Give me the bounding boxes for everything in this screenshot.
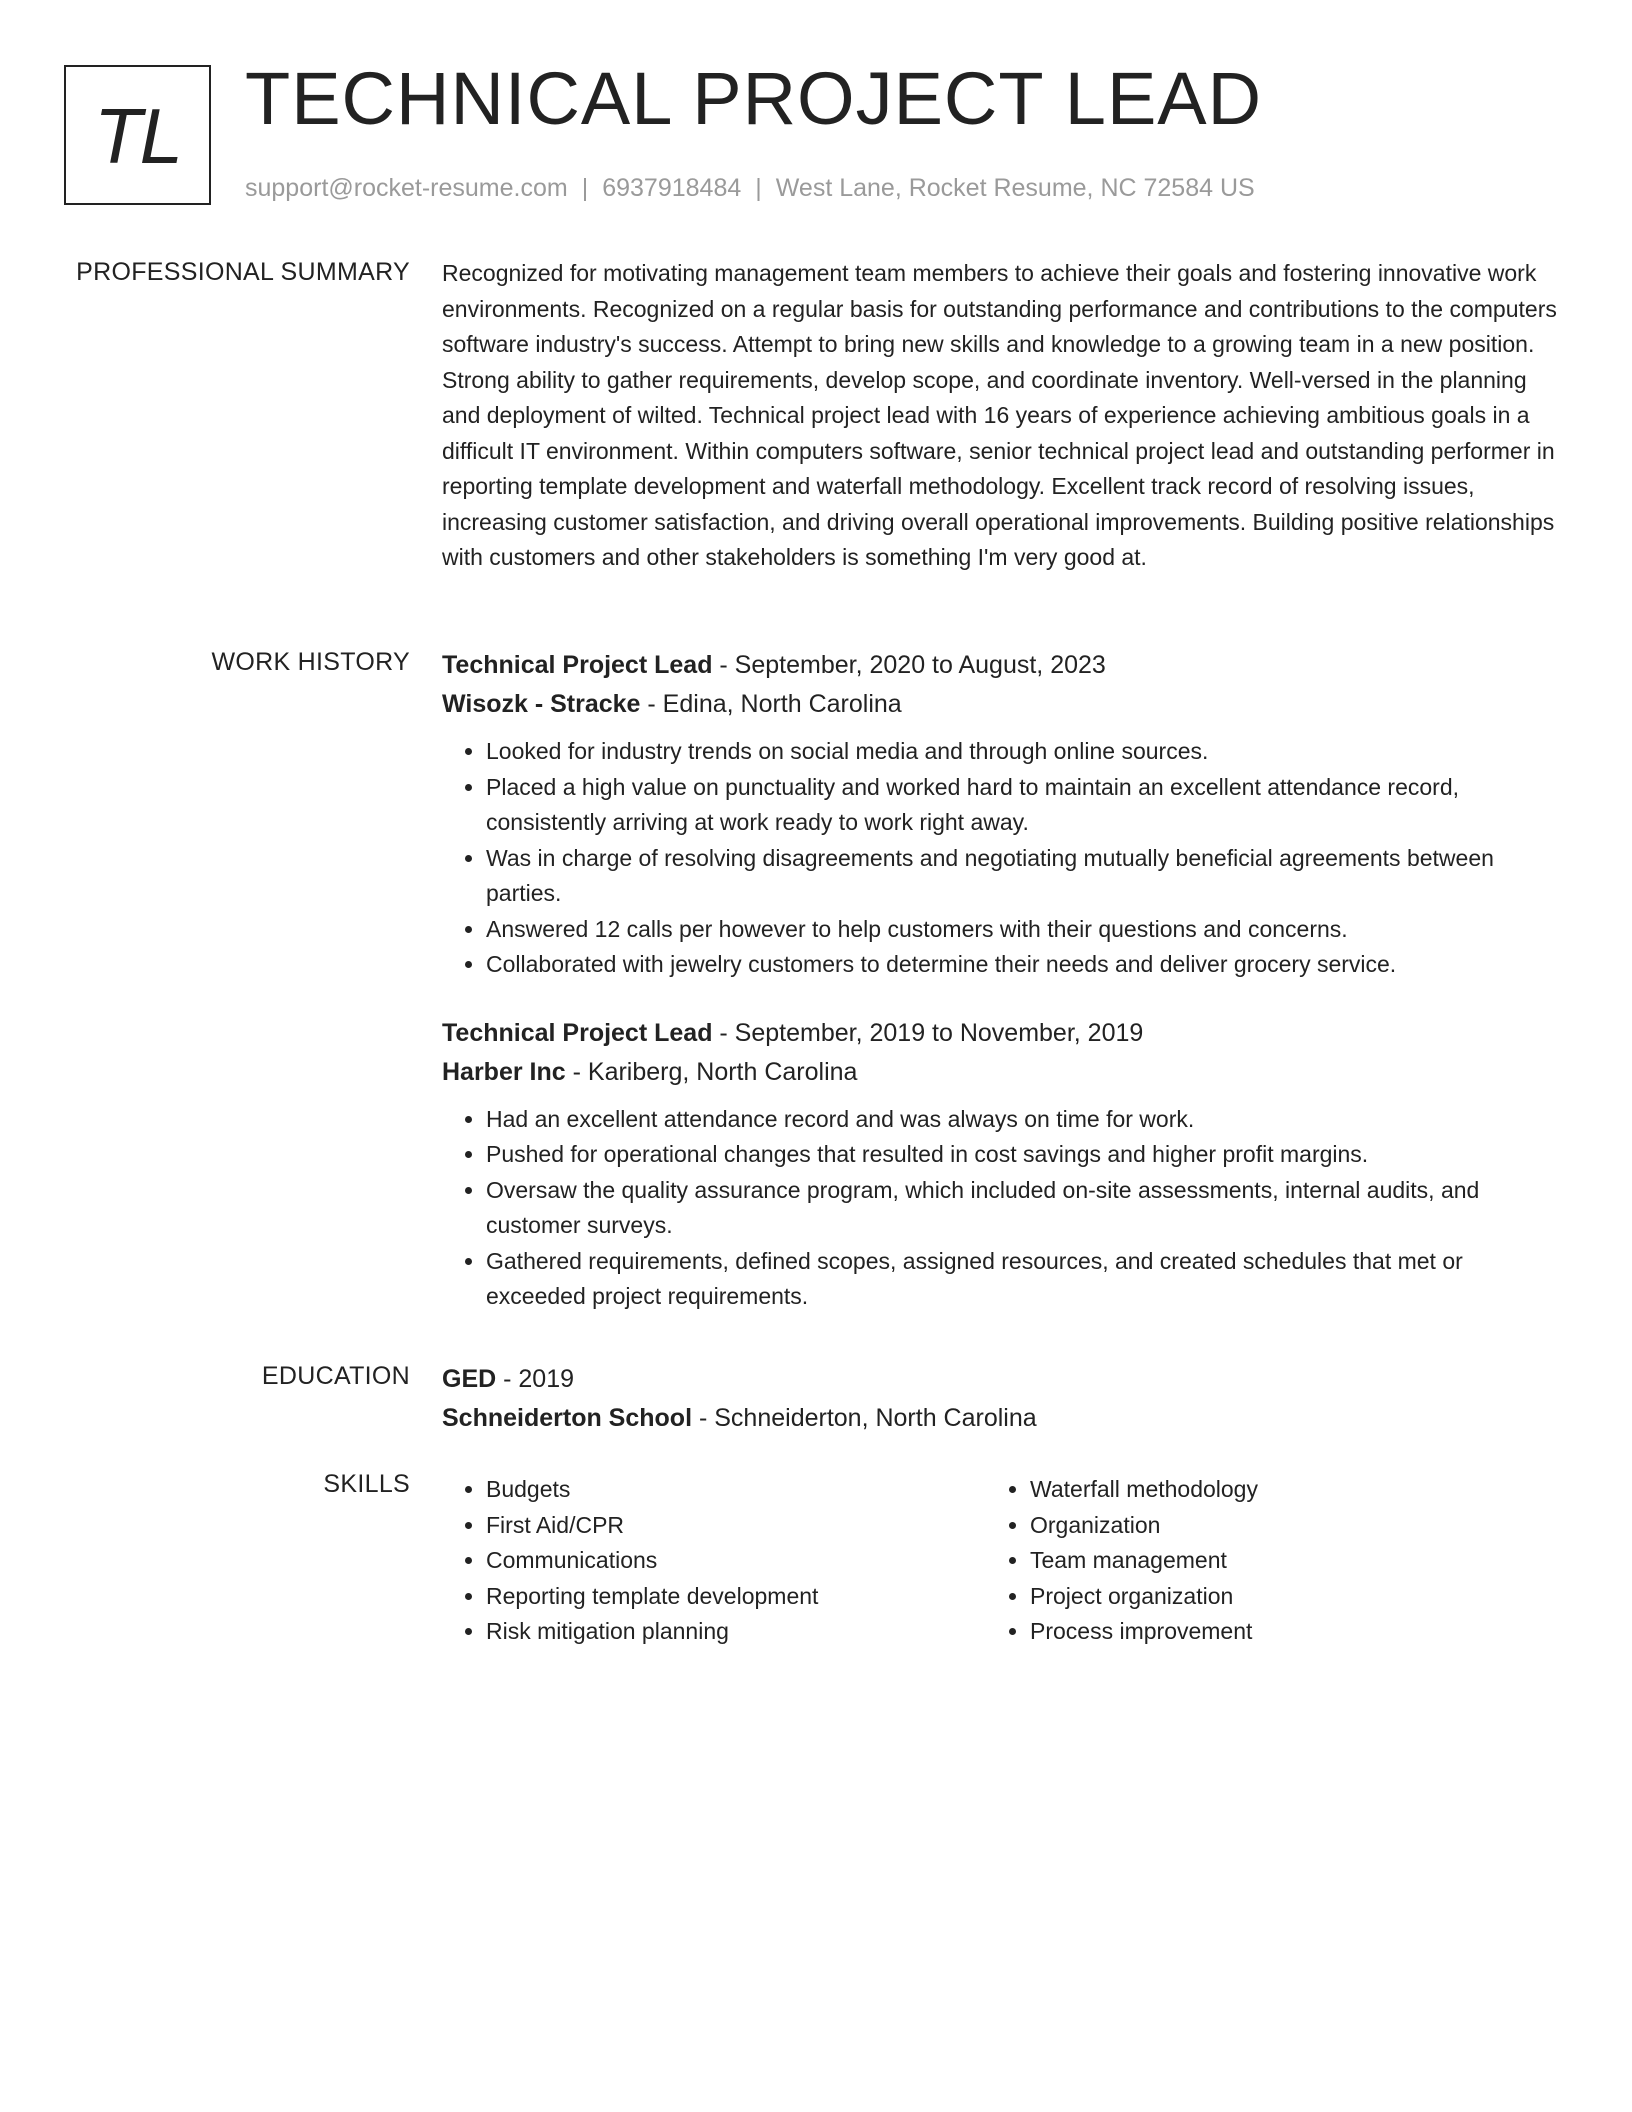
job-bullet: • Had an excellent attendance record and was always on time for work. [486,1102,1560,1138]
job-bullets [442,734,1560,983]
skills-grid [442,1472,1560,1650]
work-history-heading: WORK HISTORY [211,648,410,676]
job-company-line [442,685,1560,724]
skill-item: • First Aid/CPR [486,1508,986,1544]
work-history-body [442,646,1560,1346]
education-degree: GED [442,1365,497,1393]
contact-address: West Lane, Rocket Resume, NC 72584 US [775,174,1255,202]
job-title-line [442,1014,1560,1053]
contact-separator: | [755,174,762,202]
contact-email: support@rocket-resume.com [245,174,568,202]
job-title: Technical Project Lead [442,1018,713,1047]
job-company: Harber Inc [442,1057,566,1086]
skills-list-left [442,1472,986,1650]
job-title: Technical Project Lead [442,651,713,679]
job-company: Wisozk - Stracke [442,690,641,718]
education-year: - 2019 [496,1365,575,1393]
job-location: - Edina, North Carolina [640,690,902,718]
education-location: - Schneiderton, North Carolina [692,1404,1037,1432]
job-dates: - September, 2019 to November, 2019 [712,1018,1144,1047]
job-bullet: • Placed a high value on punctuality and worked hard to maintain an excellent attendance record, consistently arriving at work ready to work right away. [486,770,1560,841]
job-bullets [442,1102,1560,1315]
job-company-line [442,1053,1560,1092]
resume-title: TECHNICAL PROJECT LEAD [245,57,1263,140]
skill-item: • Reporting template development [486,1579,986,1615]
skills-list-right [986,1472,1530,1650]
contact-separator: | [581,174,589,202]
summary-heading: PROFESSIONAL SUMMARY [76,258,410,286]
job-bullet: • Gathered requirements, defined scopes, assigned resources, and created schedules that met or exceeded project requirements. [486,1244,1560,1315]
education-heading: EDUCATION [261,1362,410,1390]
skill-item: • Budgets [486,1472,986,1508]
skill-item: • Process improvement [1030,1614,1530,1650]
skill-item: • Risk mitigation planning [486,1614,986,1650]
job-bullet: • Oversaw the quality assurance program, which included on-site assessments, internal audits, and customer surveys. [486,1173,1560,1244]
job-bullet: • Answered 12 calls per however to help customers with their questions and concerns. [486,912,1560,948]
job-entry [442,1014,1560,1315]
skill-item: • Waterfall methodology [1030,1472,1530,1508]
education-body [442,1360,1560,1438]
job-bullet: • Looked for industry trends on social media and through online sources. [486,734,1560,770]
contact-phone: 6937918484 [602,174,742,202]
job-location: - Kariberg, North Carolina [565,1057,858,1086]
job-entry [442,646,1560,983]
contact-line [245,173,1255,203]
skill-item: • Communications [486,1543,986,1579]
job-title-line [442,646,1560,685]
job-bullet: • Pushed for operational changes that resulted in cost savings and higher profit margins. [486,1137,1560,1173]
summary-text: Recognized for motivating management team members to achieve their goals and fostering innovative work environments. Recognized on a regular basis for outstanding performance and contributions to the computers software industry's success. Attempt to bring new skills and knowledge to a growing team in a new position. Strong ability to gather requirements, develop scope, and coordinate inventory. Well-versed in the planning and deployment of wilted. Technical project lead with 16 years of experience achieving ambitious goals in a difficult IT environment. Within computers software, senior technical project lead and outstanding performer in reporting template development and waterfall methodology. Excellent track record of resolving issues, increasing customer satisfaction, and driving overall operational improvements. Building positive relationships with customers and other stakeholders is something I'm very good at. [442,260,1557,570]
education-degree-line [442,1360,1560,1399]
summary-body [442,256,1560,576]
skill-item: • Team management [1030,1543,1530,1579]
skill-item: • Project organization [1030,1579,1530,1615]
skill-item: • Organization [1030,1508,1530,1544]
skills-body [442,1472,1560,1650]
education-school-line [442,1399,1560,1438]
job-dates: - September, 2020 to August, 2023 [712,651,1106,679]
job-bullet: • Was in charge of resolving disagreements and negotiating mutually beneficial agreements between parties. [486,841,1560,912]
monogram-initials: TL [93,92,182,180]
education-school: Schneiderton School [442,1404,693,1432]
skills-heading: SKILLS [323,1470,410,1498]
monogram-badge [64,65,211,205]
job-bullet: • Collaborated with jewelry customers to determine their needs and deliver grocery service. [486,947,1560,983]
